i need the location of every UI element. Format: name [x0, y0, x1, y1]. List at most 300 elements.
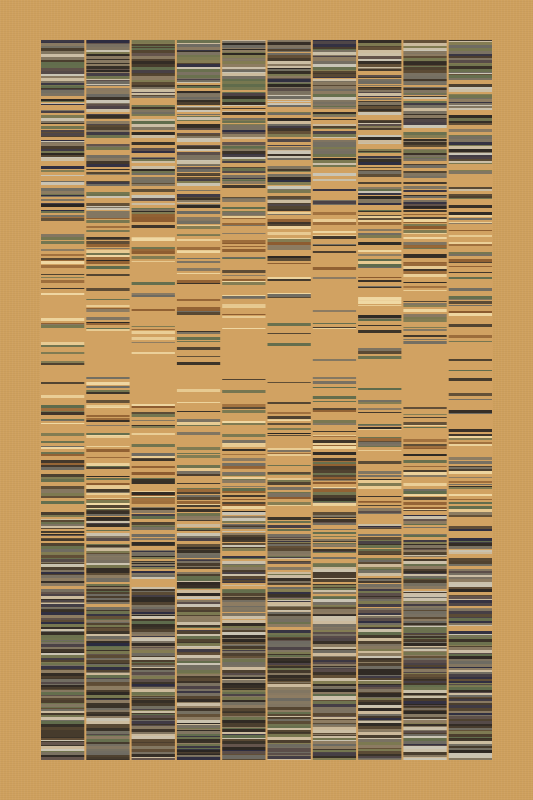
- rug-stripe: [403, 602, 446, 604]
- rug-stripe: [358, 251, 401, 252]
- rug-stripe: [313, 477, 356, 479]
- rug-stripe: [358, 171, 401, 174]
- rug-stripe: [449, 618, 492, 621]
- rug-stripe: [86, 489, 129, 492]
- rug-stripe: [449, 679, 492, 681]
- rug-stripe: [449, 614, 492, 617]
- rug-stripe: [132, 692, 175, 695]
- rug-stripe: [313, 423, 356, 425]
- rug-stripe: [403, 540, 446, 542]
- rug-stripe: [41, 103, 84, 104]
- rug-stripe: [41, 522, 84, 524]
- rug-stripe: [268, 525, 311, 528]
- rug-stripe: [449, 684, 492, 685]
- rug-stripe: [41, 690, 84, 692]
- rug-stripe: [358, 50, 401, 53]
- rug-stripe: [132, 119, 175, 120]
- rug-stripe: [268, 561, 311, 562]
- rug-stripe: [313, 73, 356, 74]
- rug-stripe: [132, 151, 175, 153]
- rug-stripe: [358, 215, 401, 216]
- rug-stripe: [358, 235, 401, 238]
- rug-stripe: [403, 237, 446, 239]
- rug-stripe: [313, 235, 356, 236]
- rug-stripe: [222, 59, 265, 60]
- rug-stripe: [222, 713, 265, 716]
- rug-stripe: [403, 548, 446, 549]
- rug-stripe: [403, 305, 446, 307]
- rug-stripe: [177, 750, 220, 752]
- rug-stripe: [177, 555, 220, 558]
- rug-stripe: [86, 548, 129, 551]
- rug-stripe: [268, 147, 311, 150]
- rug-stripe: [268, 610, 311, 611]
- rug-stripe: [41, 676, 84, 678]
- rug-stripe: [358, 731, 401, 732]
- rug-stripe: [313, 689, 356, 692]
- rug-stripe: [86, 500, 129, 503]
- rug-stripe: [403, 604, 446, 606]
- rug-stripe: [403, 665, 446, 667]
- rug-stripe: [86, 390, 129, 392]
- rug-stripe: [86, 317, 129, 320]
- rug-stripe: [41, 737, 84, 738]
- rug-stripe: [132, 746, 175, 749]
- rug-stripe: [132, 114, 175, 116]
- rug-stripe: [268, 232, 311, 235]
- rug-stripe: [86, 244, 129, 247]
- rug-stripe: [41, 663, 84, 665]
- rug-stripe: [449, 550, 492, 552]
- rug-stripe: [403, 693, 446, 695]
- rug-stripe: [41, 265, 84, 268]
- rug-stripe: [177, 347, 220, 350]
- rug-stripe: [222, 689, 265, 690]
- rug-stripe: [86, 88, 129, 91]
- rug-stripe: [449, 558, 492, 561]
- rug-stripe: [177, 634, 220, 636]
- rug-stripe: [358, 759, 401, 760]
- rug-stripe: [449, 103, 492, 105]
- rug-stripe: [403, 733, 446, 734]
- rug-stripe: [132, 545, 175, 546]
- rug-stripe: [177, 743, 220, 744]
- rug-stripe: [86, 308, 129, 309]
- rug-stripe: [268, 619, 311, 622]
- rug-stripe: [313, 624, 356, 627]
- rug-stripe: [86, 591, 129, 592]
- rug-stripe: [177, 310, 220, 311]
- rug-stripe: [86, 523, 129, 524]
- rug-stripe: [268, 557, 311, 558]
- rug-stripe: [41, 572, 84, 574]
- rug-stripe: [41, 558, 84, 559]
- rug-stripe: [86, 425, 129, 426]
- rug-stripe: [41, 195, 84, 196]
- rug-stripe: [86, 692, 129, 695]
- rug-stripe: [41, 642, 84, 644]
- rug-stripe: [177, 128, 220, 130]
- rug-stripe: [268, 297, 311, 298]
- rug-stripe: [313, 592, 356, 594]
- rug-stripe: [41, 93, 84, 96]
- rug-stripe: [132, 629, 175, 632]
- rug-stripe: [403, 698, 446, 700]
- rug-stripe: [41, 741, 84, 742]
- rug-stripe: [86, 718, 129, 721]
- rug-stripe: [132, 607, 175, 609]
- rug-stripe: [177, 676, 220, 677]
- rug-stripe: [313, 692, 356, 694]
- rug-stripe: [358, 81, 401, 84]
- rug-stripe: [449, 672, 492, 674]
- rug-stripe: [41, 433, 84, 436]
- rug-stripe: [313, 734, 356, 735]
- rug-stripe: [403, 592, 446, 593]
- rug-stripe: [449, 731, 492, 734]
- rug-stripe: [222, 207, 265, 209]
- rug-stripe: [41, 465, 84, 467]
- rug-stripe: [86, 689, 129, 690]
- rug-stripe: [358, 174, 401, 177]
- rug-stripe: [268, 581, 311, 583]
- rug-stripe: [177, 94, 220, 97]
- rug-stripe: [132, 212, 175, 214]
- rug-stripe: [358, 589, 401, 591]
- rug-stripe: [177, 678, 220, 681]
- rug-stripe: [177, 235, 220, 236]
- rug-stripe: [222, 132, 265, 134]
- rug-stripe: [222, 161, 265, 163]
- rug-stripe: [177, 146, 220, 149]
- rug-stripe: [358, 526, 401, 527]
- rug-stripe: [222, 561, 265, 564]
- rug-stripe: [313, 142, 356, 145]
- rug-stripe: [222, 185, 265, 188]
- rug-stripe: [403, 62, 446, 65]
- rug-stripe: [86, 573, 129, 575]
- rug-stripe: [313, 114, 356, 115]
- rug-stripe: [41, 649, 84, 652]
- rug-stripe: [222, 270, 265, 273]
- rug-stripe: [41, 574, 84, 575]
- rug-stripe: [358, 126, 401, 127]
- rug-stripe: [403, 707, 446, 708]
- rug-stripe: [449, 230, 492, 231]
- rug-stripe: [41, 345, 84, 347]
- rug-stripe: [86, 486, 129, 489]
- rug-stripe: [358, 64, 401, 67]
- rug-stripe: [132, 696, 175, 697]
- rug-stripe: [222, 81, 265, 84]
- rug-stripe: [222, 171, 265, 173]
- rug-stripe: [449, 106, 492, 108]
- rug-stripe: [313, 112, 356, 114]
- rug-stripe: [132, 491, 175, 492]
- rug-stripe: [132, 609, 175, 612]
- rug-stripe: [358, 541, 401, 544]
- rug-stripe: [41, 118, 84, 121]
- rug-stripe: [449, 311, 492, 313]
- rug-stripe: [313, 666, 356, 667]
- rug-stripe: [177, 85, 220, 86]
- rug-stripe: [449, 123, 492, 125]
- rug-stripe: [403, 510, 446, 511]
- rug-stripe: [177, 280, 220, 283]
- rug-stripe: [222, 543, 265, 544]
- rug-stripe: [177, 177, 220, 179]
- rug-stripe: [358, 692, 401, 693]
- rug-stripe: [41, 665, 84, 666]
- rug-stripe: [222, 112, 265, 115]
- rug-stripe: [268, 719, 311, 721]
- rug-stripe: [403, 114, 446, 115]
- rug-stripe: [403, 51, 446, 53]
- rug-stripe: [268, 597, 311, 598]
- rug-stripe: [177, 530, 220, 531]
- rug-stripe: [41, 624, 84, 627]
- rug-stripe: [86, 503, 129, 505]
- rug-stripe: [403, 714, 446, 717]
- rug-stripe: [222, 651, 265, 653]
- rug-stripe: [449, 690, 492, 692]
- rug-stripe: [86, 158, 129, 161]
- rug-stripe: [132, 729, 175, 732]
- rug-stripe: [403, 727, 446, 730]
- rug-stripe: [86, 659, 129, 660]
- rug-stripe: [86, 260, 129, 261]
- rug-stripe: [222, 175, 265, 178]
- rug-stripe: [132, 550, 175, 551]
- rug-stripe: [132, 173, 175, 175]
- rug-stripe: [403, 119, 446, 122]
- rug-stripe: [403, 494, 446, 495]
- rug-stripe: [449, 715, 492, 716]
- rug-stripe: [41, 199, 84, 201]
- rug-stripe: [86, 483, 129, 485]
- rug-stripe: [403, 339, 446, 340]
- rug-stripe: [403, 125, 446, 128]
- rug-stripe: [449, 42, 492, 45]
- rug-stripe: [358, 159, 401, 162]
- rug-stripe: [86, 196, 129, 198]
- rug-stripe: [313, 551, 356, 552]
- rug-stripe: [41, 405, 84, 408]
- rug-stripe: [313, 359, 356, 361]
- rug-stripe: [313, 480, 356, 481]
- rug-stripe: [86, 241, 129, 244]
- rug-stripe: [222, 547, 265, 548]
- rug-stripe: [177, 483, 220, 484]
- rug-stripe: [222, 148, 265, 149]
- rug-stripe: [268, 693, 311, 695]
- rug-stripe: [268, 82, 311, 83]
- rug-stripe: [403, 741, 446, 744]
- rug-stripe: [41, 170, 84, 172]
- rug-stripe: [449, 152, 492, 153]
- rug-stripe: [313, 179, 356, 181]
- rug-stripe: [132, 592, 175, 595]
- rug-stripe: [222, 653, 265, 656]
- rug-stripe: [222, 96, 265, 99]
- rug-stripe: [313, 204, 356, 205]
- rug-stripe: [403, 679, 446, 680]
- rug-stripe: [132, 575, 175, 577]
- rug-stripe: [358, 560, 401, 562]
- rug-stripe: [403, 202, 446, 204]
- rug-stripe: [403, 680, 446, 681]
- rug-stripe: [177, 99, 220, 100]
- rug-stripe: [132, 70, 175, 73]
- rug-stripe: [86, 463, 129, 466]
- rug-stripe: [403, 427, 446, 428]
- rug-stripe: [132, 616, 175, 618]
- rug-stripe: [449, 753, 492, 755]
- rug-stripe: [86, 231, 129, 232]
- rug-stripe: [403, 93, 446, 94]
- rug-stripe: [358, 216, 401, 218]
- rug-stripe: [268, 578, 311, 581]
- rug-stripe: [177, 149, 220, 150]
- rug-stripe: [86, 493, 129, 495]
- rug-stripe: [268, 124, 311, 126]
- rug-stripe: [313, 529, 356, 530]
- rug-stripe: [132, 166, 175, 169]
- rug-stripe: [177, 155, 220, 158]
- rug-stripe: [449, 698, 492, 699]
- rug-stripe: [222, 87, 265, 90]
- rug-stripe: [222, 149, 265, 151]
- rug-stripe: [403, 226, 446, 229]
- rug-stripe: [403, 153, 446, 155]
- rug-stripe: [268, 572, 311, 574]
- rug-stripe: [41, 441, 84, 443]
- rug-stripe: [403, 53, 446, 54]
- rug-stripe: [86, 181, 129, 182]
- rug-stripe: [86, 565, 129, 568]
- rug-stripe: [313, 572, 356, 575]
- rug-stripe: [313, 440, 356, 443]
- rug-stripe: [86, 700, 129, 703]
- rug-stripe: [86, 485, 129, 486]
- rug-stripe: [268, 594, 311, 597]
- rug-stripe: [132, 249, 175, 251]
- rug-stripe: [132, 698, 175, 699]
- rug-stripe: [86, 322, 129, 323]
- rug-stripe: [132, 720, 175, 721]
- rug-stripe: [222, 599, 265, 600]
- rug-stripe: [177, 550, 220, 553]
- rug-stripe: [86, 667, 129, 670]
- rug-stripe: [358, 87, 401, 88]
- rug-stripe: [403, 495, 446, 496]
- rug-stripe: [222, 518, 265, 521]
- rug-stripe: [313, 563, 356, 564]
- rug-stripe: [222, 734, 265, 735]
- rug-stripe: [86, 118, 129, 119]
- rug-stripe: [313, 744, 356, 746]
- rug-stripe: [222, 675, 265, 677]
- rug-stripe: [313, 579, 356, 582]
- rug-stripe: [41, 277, 84, 278]
- rug-stripe: [358, 618, 401, 621]
- rug-stripe: [132, 120, 175, 121]
- rug-stripe: [86, 734, 129, 735]
- rug-stripe: [268, 753, 311, 755]
- rug-stripe: [268, 186, 311, 189]
- rug-stripe: [313, 310, 356, 312]
- rug-stripe: [268, 644, 311, 647]
- rug-stripe: [403, 583, 446, 586]
- rug-stripe: [132, 525, 175, 526]
- rug-stripe: [132, 481, 175, 484]
- rug-stripe: [449, 98, 492, 99]
- rug-stripe: [358, 593, 401, 596]
- rug-stripe: [403, 335, 446, 337]
- rug-stripe: [449, 436, 492, 438]
- rug-stripe: [86, 589, 129, 591]
- rug-stripe: [313, 567, 356, 569]
- rug-stripe: [222, 665, 265, 667]
- rug-stripe: [313, 244, 356, 245]
- rug-stripe: [268, 493, 311, 496]
- rug-stripe: [41, 111, 84, 113]
- rug-stripe: [313, 64, 356, 67]
- rug-stripe: [313, 94, 356, 97]
- rug-stripe: [132, 638, 175, 641]
- rug-stripe: [222, 511, 265, 512]
- rug-stripe: [222, 596, 265, 597]
- rug-stripe: [313, 515, 356, 517]
- rug-stripe: [41, 48, 84, 51]
- rug-stripe: [86, 625, 129, 627]
- rug-stripe: [177, 686, 220, 689]
- rug-stripe: [222, 282, 265, 285]
- rug-stripe: [449, 542, 492, 543]
- rug-stripe: [177, 67, 220, 69]
- rug-stripe: [41, 115, 84, 118]
- rug-stripe: [132, 699, 175, 700]
- rug-stripe: [41, 78, 84, 81]
- rug-stripe: [41, 210, 84, 211]
- rug-stripe: [41, 512, 84, 515]
- rug-stripe: [403, 303, 446, 305]
- rug-stripe: [132, 47, 175, 48]
- rug-stripe: [403, 677, 446, 679]
- rug-stripe: [358, 156, 401, 158]
- rug-stripe: [403, 309, 446, 312]
- rug-stripe: [449, 484, 492, 485]
- rug-stripe: [449, 582, 492, 584]
- rug-stripe: [313, 70, 356, 71]
- rug-stripe: [86, 56, 129, 59]
- rug-stripe: [403, 559, 446, 561]
- rug-stripe: [132, 732, 175, 734]
- rug-stripe: [268, 743, 311, 744]
- rug-stripe: [177, 737, 220, 739]
- rug-stripe: [86, 636, 129, 639]
- rug-stripe: [41, 60, 84, 62]
- rug-stripe: [86, 581, 129, 582]
- rug-stripe: [41, 86, 84, 88]
- rug-stripe: [177, 574, 220, 576]
- rug-stripe: [313, 40, 356, 41]
- rug-stripe: [222, 751, 265, 754]
- rug-stripe: [403, 731, 446, 733]
- rug-stripe: [177, 757, 220, 760]
- rug-stripe: [222, 102, 265, 105]
- rug-stripe: [86, 328, 129, 329]
